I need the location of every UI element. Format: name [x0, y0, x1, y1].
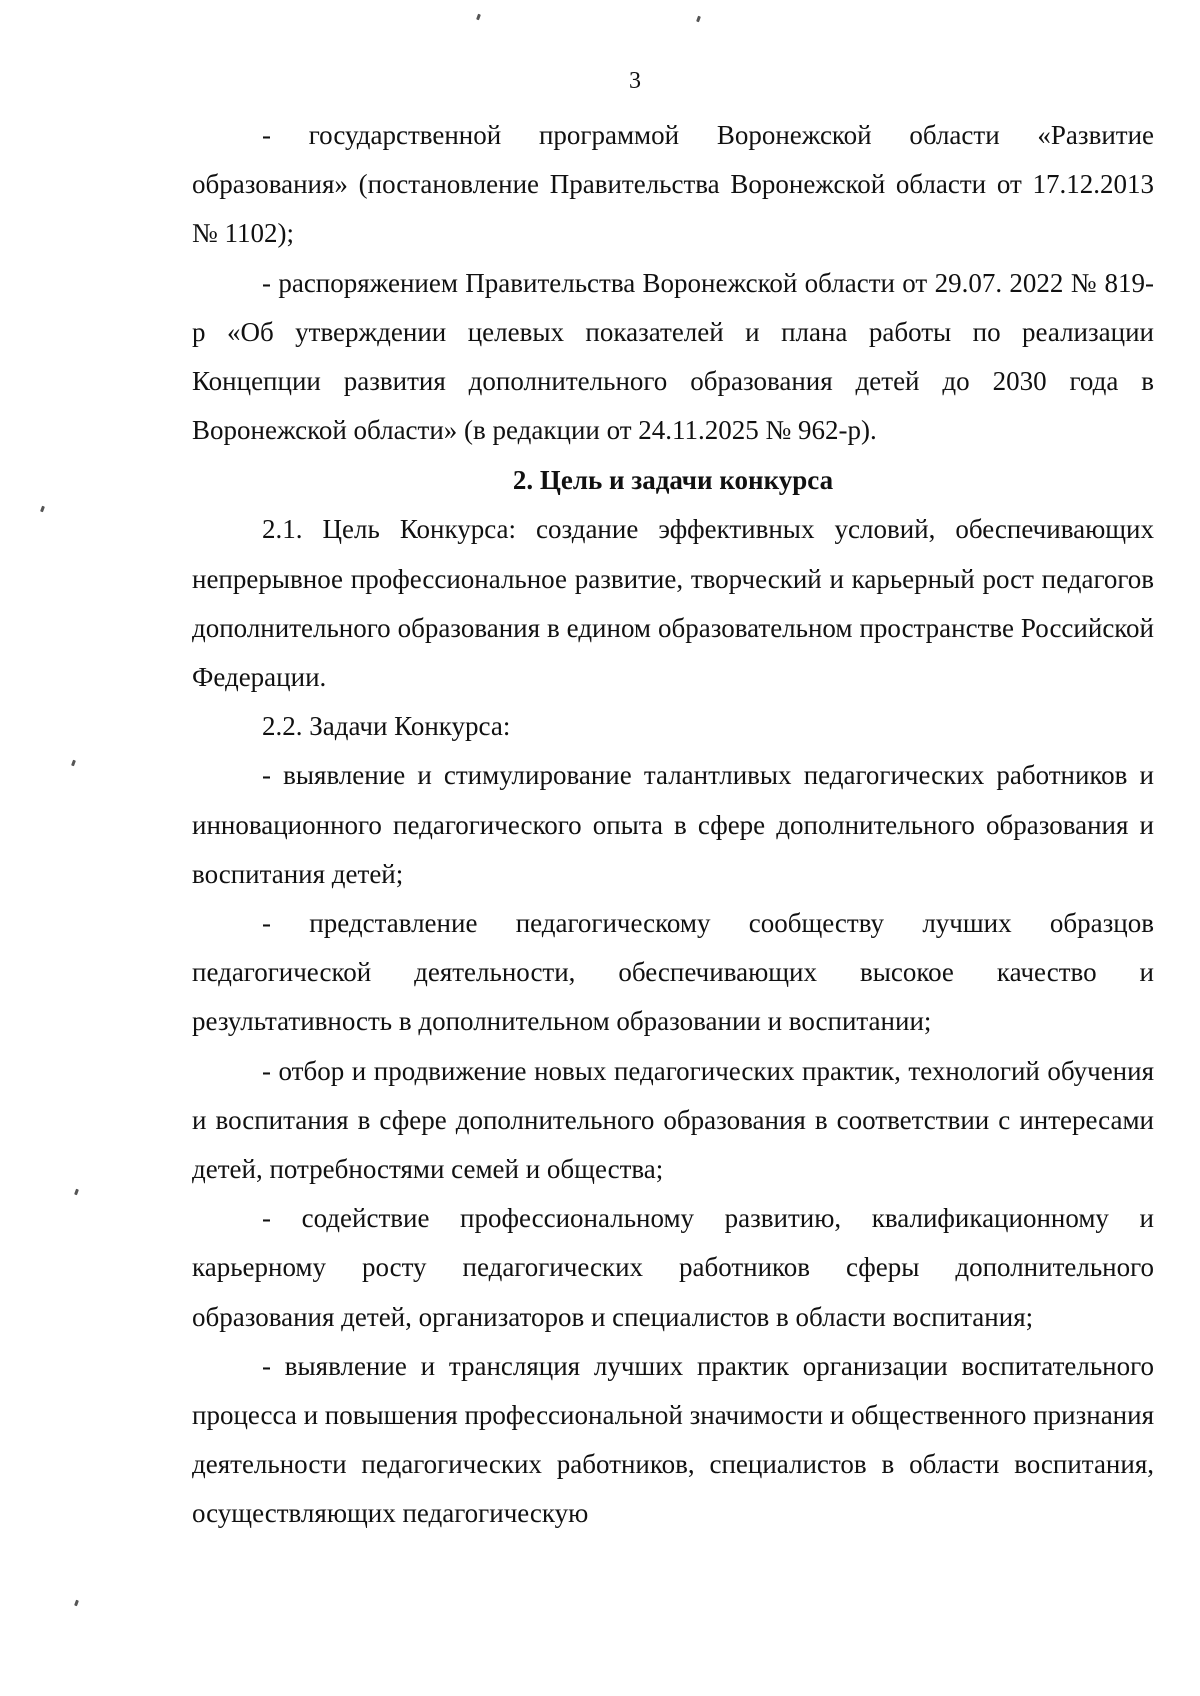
scan-speck — [74, 1189, 79, 1196]
list-item: - содействие профессиональному развитию, квалификационному и карьерному росту педагогических работников сферы дополнительного образования детей, организаторов и специалистов в области воспитания; — [192, 1203, 1154, 1332]
scan-speck — [71, 760, 76, 767]
scan-speck — [696, 16, 701, 23]
scan-speck — [74, 1600, 79, 1607]
list-item: - представление педагогическому сообществу лучших образцов педагогической деятельности, обеспечивающих высокое качество и результативность в дополнительном образовании и воспитании; — [192, 908, 1154, 1037]
page-number: 3 — [629, 68, 641, 94]
document-body — [192, 111, 1154, 1539]
paragraph-contest-goal: 2.1. Цель Конкурса: создание эффективных условий, обеспечивающих непрерывное профессиональное развитие, творческий и карьерный рост педагогов дополнительного образования в едином образовательном пространстве Российской Федерации. — [192, 514, 1154, 693]
paragraph-state-program: - государственной программой Воронежской области «Развитие образования» (постановление Правительства Воронежской области от 17.12.2013 № 1102); — [192, 120, 1154, 249]
list-item: - выявление и стимулирование талантливых педагогических работников и инновационного педагогического опыта в сфере дополнительного образования и воспитания детей; — [192, 760, 1154, 889]
paragraph-government-order: - распоряжением Правительства Воронежской области от 29.07. 2022 № 819-р «Об утверждении целевых показателей и плана работы по реализации Концепции развития дополнительного образования детей до 2030 года в Воронежской области» (в редакции от 24.11.2025 № 962-р). — [192, 267, 1154, 446]
list-item: - выявление и трансляция лучших практик организации воспитательного процесса и повышения профессиональной значимости и общественного признания деятельности педагогических работников, специалистов в области воспитания, осуществляющих педагогическую — [192, 1350, 1154, 1529]
list-item: - отбор и продвижение новых педагогических практик, технологий обучения и воспитания в сфере дополнительного образования в соответствии с интересами детей, потребностями семей и общества; — [192, 1055, 1154, 1185]
paragraph-contest-tasks-title: 2.2. Задачи Конкурса: — [262, 711, 511, 742]
section-heading: 2. Цель и задачи конкурса — [512, 465, 834, 496]
scan-speck — [40, 506, 45, 513]
scan-speck — [476, 14, 481, 21]
